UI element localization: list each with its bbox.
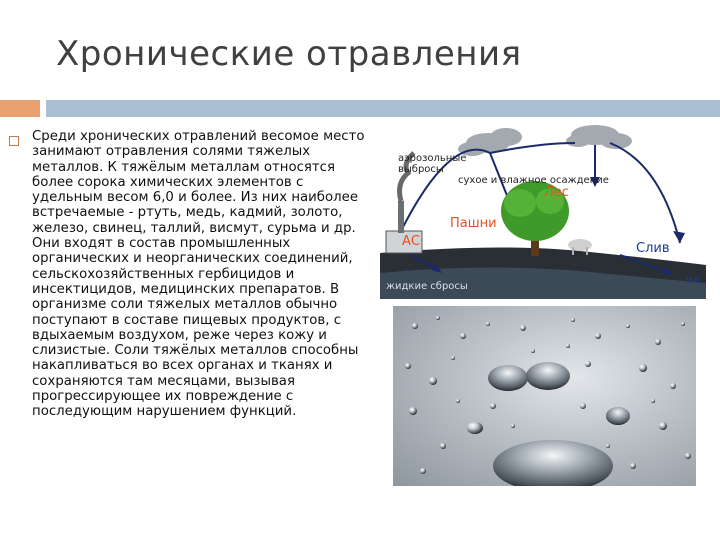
body-paragraph: Среди хронических отравлений весомое место занимают отравления солями тяжелых металлов. К тяжёлым металлам относятся более сорока химических элементов с удельным весом 6,0 и более. Из них наиболее встречаемые - ртуть, медь, кадмий, золото, железо, свинец, таллий, висмут, сурьма и др. Они входят в состав промышленных органических и неорганических соединений, сельскохозяйственных гербицидов и инсектицидов, медицинских препаратов. В организме соли тяжелых металлов обычно поступают в составе пищевых продуктов, с вдыхаемым воздухом, реже через кожу и слизистые. Соли тяжёлых металлов способны накапливаться во всех органах и тканях и сохраняются там месяцами, вызывая прогрессирующее их повреждение с последующим нарушением функций. [32, 129, 365, 420]
label-edge: ил [686, 273, 701, 286]
label-plant: АС [402, 234, 420, 249]
mercury-droplets-graphic [393, 306, 696, 486]
label-liquid-waste: жидкие сбросы [386, 281, 468, 292]
pollution-diagram-graphic [380, 123, 706, 299]
bullet-square-icon [9, 136, 19, 146]
accent-bar-orange [0, 100, 40, 117]
label-aerosol: аэрозольные выбросы [398, 153, 467, 175]
label-field: Пашни [450, 216, 497, 231]
label-forest: Лес [544, 185, 569, 200]
label-runoff: Слив [636, 241, 670, 256]
slide-title: Хронические отравления [56, 34, 522, 74]
label-deposition: сухое и влажное осаждение [458, 175, 609, 186]
pollution-diagram [380, 123, 706, 299]
mercury-droplets-image [393, 306, 696, 486]
accent-bar-blue [46, 100, 720, 117]
